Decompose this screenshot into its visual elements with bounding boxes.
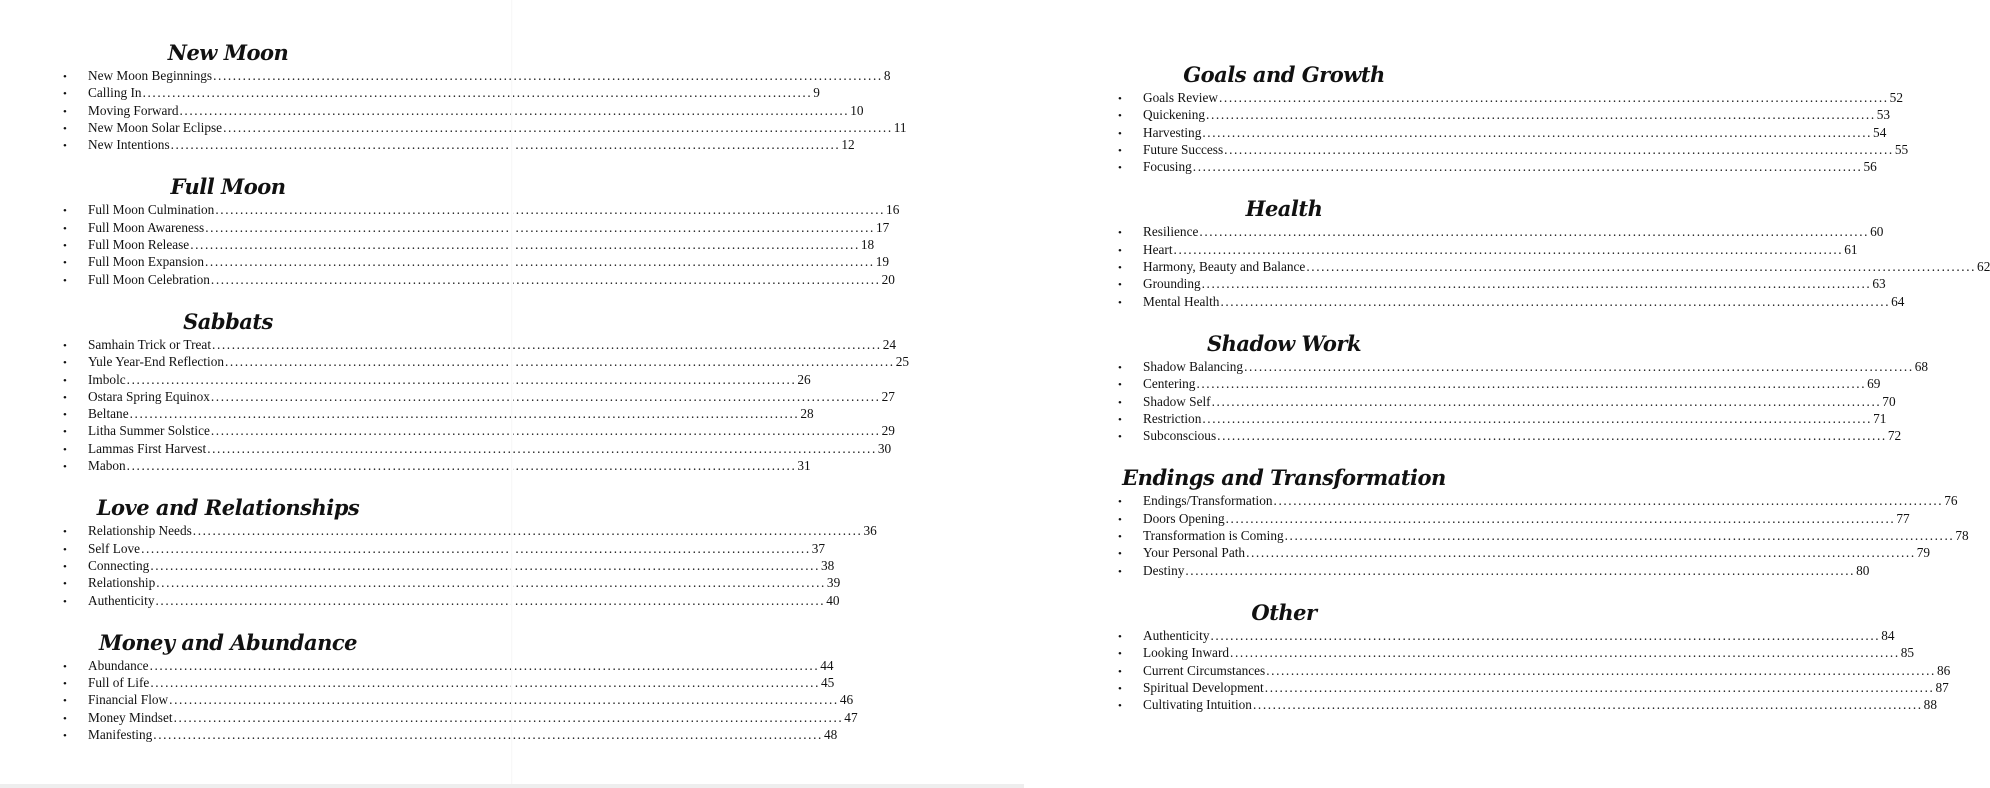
dot-leader <box>1202 275 1872 292</box>
bullet-icon: • <box>63 695 67 708</box>
dot-leader <box>1202 124 1872 141</box>
entry-label: Calling In <box>88 85 142 101</box>
entry-label: Samhain Trick or Treat <box>88 336 212 352</box>
bullet-icon: • <box>63 122 67 135</box>
dot-leader <box>1196 375 1866 392</box>
toc-entry <box>1117 410 1887 427</box>
bullet-icon: • <box>63 374 67 387</box>
entry-label: New Moon Beginnings <box>88 68 213 83</box>
toc-section-new-moon <box>62 40 907 153</box>
entry-label: Financial Flow <box>88 692 169 708</box>
toc-entry-list <box>1117 627 1951 713</box>
toc-entry <box>1117 627 1895 644</box>
bullet-icon: • <box>1118 648 1122 661</box>
entry-page-number: 31 <box>797 458 811 474</box>
toc-entry <box>62 709 858 726</box>
toc-entry-list <box>62 522 877 608</box>
toc-entry <box>1117 393 1896 410</box>
section-heading: Endings and Transformation <box>1122 465 1446 491</box>
entry-label: Full Moon Release <box>88 237 190 253</box>
entry-page-number: 48 <box>823 727 838 743</box>
toc-entry <box>62 84 820 101</box>
section-heading: New Moon <box>167 40 289 65</box>
bullet-icon: • <box>63 595 67 608</box>
toc-entry <box>1117 679 1949 696</box>
dot-leader <box>1202 410 1872 427</box>
entry-label: Abundance <box>88 657 149 673</box>
toc-entry <box>62 119 907 136</box>
entry-page-number: 53 <box>1876 107 1891 123</box>
entry-page-number: 72 <box>1887 428 1902 444</box>
entry-label: Mabon <box>88 458 126 474</box>
dot-leader <box>1244 358 1914 375</box>
toc-section-full-moon <box>62 174 900 287</box>
entry-label: Manifesting <box>88 727 153 743</box>
right-page <box>512 0 1990 788</box>
entry-label: Imbolc <box>88 371 126 387</box>
toc-entry-list <box>62 336 909 474</box>
toc-entry <box>1117 141 1909 158</box>
section-heading: Goals and Growth <box>1183 62 1385 87</box>
entry-page-number: 16 <box>886 202 900 218</box>
entry-page-number: 55 <box>1894 141 1909 157</box>
entry-label: Moving Forward <box>88 102 179 118</box>
dot-leader <box>1274 492 1944 509</box>
entry-page-number: 12 <box>841 137 855 153</box>
entry-label: Shadow Balancing <box>1143 358 1244 374</box>
bullet-icon: • <box>1118 700 1122 713</box>
bullet-icon: • <box>1118 630 1122 643</box>
bullet-icon: • <box>1118 379 1122 392</box>
entry-label: Heart <box>1143 241 1173 257</box>
entry-label: Full Moon Culmination <box>88 202 215 218</box>
entry-page-number: 56 <box>1863 159 1877 175</box>
toc-entry <box>1117 258 1990 275</box>
bullet-icon: • <box>1118 244 1122 257</box>
entry-page-number: 46 <box>839 692 854 708</box>
toc-entry-list <box>1117 358 1929 444</box>
entry-page-number: 80 <box>1856 562 1870 578</box>
entry-page-number: 60 <box>1870 224 1884 240</box>
toc-section-health <box>1117 196 1990 309</box>
toc-entry <box>1117 544 1931 561</box>
toc-entry <box>62 236 875 253</box>
entry-page-number: 10 <box>850 102 864 118</box>
entry-label: Doors Opening <box>1143 510 1225 526</box>
toc-entry <box>62 219 890 236</box>
section-heading: Full Moon <box>170 174 286 200</box>
toc-entry <box>1117 527 1969 544</box>
entry-label: Harmony, Beauty and Balance <box>1143 259 1306 275</box>
entry-label: Beltane <box>88 406 129 422</box>
toc-entry <box>62 422 895 439</box>
bullet-icon: • <box>63 240 67 253</box>
entry-page-number: 85 <box>1900 645 1915 661</box>
dot-leader <box>1199 223 1869 240</box>
bullet-icon: • <box>63 339 67 352</box>
entry-page-number: 27 <box>881 388 895 404</box>
toc-entry <box>62 67 891 84</box>
bullet-icon: • <box>63 88 67 101</box>
toc-entry <box>62 691 854 708</box>
toc-entry-list <box>1117 492 1969 578</box>
bullet-icon: • <box>1118 162 1122 175</box>
bullet-icon: • <box>63 660 67 673</box>
toc-entry <box>62 136 855 153</box>
toc-section-sabbats <box>62 308 909 474</box>
entry-label: Authenticity <box>88 592 155 608</box>
bullet-icon: • <box>63 678 67 691</box>
entry-label: Quickening <box>1143 107 1206 123</box>
bullet-icon: • <box>1118 682 1122 695</box>
entry-label: Connecting <box>88 557 150 573</box>
toc-entry-list <box>62 67 907 153</box>
bullet-icon: • <box>63 461 67 474</box>
entry-page-number: 25 <box>895 354 909 370</box>
entry-label: Full Moon Celebration <box>88 271 210 287</box>
toc-entry-list <box>1117 89 1909 175</box>
dot-leader <box>1265 679 1935 696</box>
entry-page-number: 37 <box>811 540 826 556</box>
bullet-icon: • <box>1118 496 1122 509</box>
bullet-icon: • <box>1118 110 1122 123</box>
toc-entry <box>62 253 889 270</box>
toc-entry <box>1117 275 1886 292</box>
bullet-icon: • <box>63 71 67 83</box>
bullet-icon: • <box>1118 144 1122 157</box>
bullet-icon: • <box>63 712 67 725</box>
entry-label: Focusing <box>1143 159 1192 175</box>
toc-entry <box>62 726 838 743</box>
bullet-icon: • <box>1118 361 1122 374</box>
entry-label: Current Circumstances <box>1143 662 1266 678</box>
entry-page-number: 64 <box>1891 293 1905 309</box>
entry-page-number: 87 <box>1935 679 1949 695</box>
entry-page-number: 11 <box>893 119 907 135</box>
entry-label: Lammas First Harvest <box>88 440 207 456</box>
bullet-icon: • <box>1118 93 1122 105</box>
bullet-icon: • <box>63 140 67 153</box>
toc-entry <box>62 440 892 457</box>
toc-entry <box>62 540 826 557</box>
dot-leader <box>1193 158 1863 175</box>
dot-leader <box>1217 427 1887 444</box>
entry-page-number: 29 <box>881 423 895 439</box>
dot-leader <box>1185 562 1855 579</box>
dot-leader <box>1226 510 1896 527</box>
entry-label: Authenticity <box>1143 627 1210 643</box>
toc-section-endings-and-transformation <box>1117 465 1969 578</box>
entry-page-number: 24 <box>882 336 897 352</box>
bullet-icon: • <box>1118 279 1122 292</box>
toc-entry <box>1117 662 1951 679</box>
book-gutter <box>511 0 513 788</box>
toc-entry <box>1117 492 1958 509</box>
entry-label: Centering <box>1143 376 1196 392</box>
entry-page-number: 62 <box>1977 259 1990 275</box>
bullet-icon: • <box>63 409 67 422</box>
bullet-icon: • <box>63 543 67 556</box>
bullet-icon: • <box>1118 127 1122 140</box>
toc-entry <box>62 592 840 609</box>
dot-leader <box>1220 293 1890 310</box>
section-heading: Shadow Work <box>1206 330 1362 356</box>
entry-page-number: 76 <box>1944 493 1958 509</box>
entry-page-number: 40 <box>826 592 840 608</box>
bullet-icon: • <box>1118 413 1122 426</box>
bullet-icon: • <box>1118 296 1122 309</box>
dot-leader <box>1224 141 1894 158</box>
dot-leader <box>1210 627 1880 644</box>
entry-label: Money Mindset <box>88 709 173 725</box>
bullet-icon: • <box>63 560 67 573</box>
dot-leader <box>1266 662 1936 679</box>
bullet-icon: • <box>1118 262 1122 275</box>
entry-page-number: 44 <box>820 657 834 673</box>
entry-page-number: 36 <box>863 523 877 539</box>
toc-entry-list <box>62 657 858 743</box>
entry-label: Destiny <box>1143 562 1185 578</box>
toc-section-shadow-work <box>1117 330 1929 444</box>
entry-label: Endings/Transformation <box>1143 493 1273 509</box>
bullet-icon: • <box>1118 548 1122 561</box>
dot-leader <box>1206 106 1876 123</box>
bullet-icon: • <box>63 391 67 404</box>
bullet-icon: • <box>1118 665 1122 678</box>
entry-label: Your Personal Path <box>1143 545 1246 561</box>
toc-entry <box>62 201 900 218</box>
entry-page-number: 18 <box>860 237 875 253</box>
toc-entry <box>62 557 835 574</box>
toc-entry <box>1117 124 1887 141</box>
entry-label: Spiritual Development <box>1143 679 1264 695</box>
toc-entry <box>62 657 834 674</box>
entry-page-number: 9 <box>813 85 820 101</box>
toc-entry <box>62 522 877 539</box>
entry-page-number: 78 <box>1955 528 1969 544</box>
entry-page-number: 68 <box>1914 358 1929 374</box>
dot-leader <box>1212 393 1882 410</box>
entry-page-number: 28 <box>800 406 814 422</box>
toc-entry <box>62 353 909 370</box>
bullet-icon: • <box>1118 513 1122 526</box>
page-bottom-edge <box>0 784 1024 788</box>
dot-leader <box>1306 258 1976 275</box>
entry-label: Goals Review <box>1143 90 1218 105</box>
entry-page-number: 8 <box>883 68 891 83</box>
section-heading: Love and Relationships <box>96 495 360 521</box>
toc-entry <box>1117 644 1915 661</box>
bullet-icon: • <box>1118 431 1122 444</box>
dot-leader <box>1174 241 1844 258</box>
section-heading: Health <box>1245 196 1323 222</box>
section-heading: Money and Abundance <box>99 629 357 655</box>
bullet-icon: • <box>63 105 67 118</box>
toc-section-other <box>1117 599 1951 713</box>
entry-label: Future Success <box>1143 141 1224 157</box>
entry-page-number: 52 <box>1889 90 1903 105</box>
toc-entry <box>1117 375 1881 392</box>
entry-label: Self Love <box>88 540 141 556</box>
right-toc-column <box>1117 62 1990 734</box>
entry-page-number: 54 <box>1873 124 1887 140</box>
dot-leader <box>1219 89 1889 106</box>
entry-page-number: 79 <box>1916 545 1931 561</box>
entry-page-number: 70 <box>1882 393 1896 409</box>
toc-entry-list <box>62 201 900 287</box>
toc-entry <box>62 336 897 353</box>
entry-label: Litha Summer Solstice <box>88 423 210 439</box>
entry-label: Relationship Needs <box>88 523 192 539</box>
bullet-icon: • <box>1118 396 1122 409</box>
entry-page-number: 30 <box>877 440 892 456</box>
toc-entry <box>1117 223 1884 240</box>
toc-entry <box>1117 510 1910 527</box>
bullet-icon: • <box>63 730 67 743</box>
entry-label: Harvesting <box>1143 124 1202 140</box>
toc-entry <box>62 371 811 388</box>
entry-page-number: 84 <box>1881 627 1895 643</box>
entry-page-number: 39 <box>826 575 841 591</box>
toc-entry <box>1117 158 1877 175</box>
left-page <box>0 0 909 788</box>
entry-page-number: 17 <box>875 219 890 235</box>
entry-page-number: 47 <box>844 709 858 725</box>
section-heading: Sabbats <box>183 308 273 334</box>
entry-label: Full of Life <box>88 675 150 691</box>
toc-entry <box>1117 427 1902 444</box>
entry-page-number: 71 <box>1873 410 1887 426</box>
entry-label: Shadow Self <box>1143 393 1211 409</box>
bullet-icon: • <box>63 222 67 235</box>
entry-page-number: 88 <box>1923 697 1937 713</box>
dot-leader <box>1285 527 1955 544</box>
toc-section-love-and-relationships <box>62 495 877 608</box>
toc-entry <box>1117 106 1891 123</box>
entry-page-number: 45 <box>821 675 835 691</box>
entry-label: Full Moon Awareness <box>88 219 205 235</box>
bullet-icon: • <box>63 257 67 270</box>
bullet-icon: • <box>63 578 67 591</box>
entry-label: Mental Health <box>1143 293 1220 309</box>
dot-leader <box>1253 696 1923 713</box>
dot-leader <box>1230 644 1900 661</box>
entry-label: Cultivating Intuition <box>1143 697 1252 713</box>
bullet-icon: • <box>1118 531 1122 544</box>
toc-entry <box>1117 293 1905 310</box>
toc-section-goals-and-growth <box>1117 62 1909 175</box>
toc-entry <box>1117 89 1903 106</box>
left-toc-column <box>62 40 909 764</box>
toc-section-money-and-abundance <box>62 629 858 743</box>
toc-entry <box>62 271 895 288</box>
entry-label: Subconscious <box>1143 428 1217 444</box>
entry-label: Grounding <box>1143 276 1201 292</box>
toc-entry-list <box>1117 223 1990 309</box>
entry-label: Restriction <box>1143 410 1202 426</box>
entry-page-number: 63 <box>1872 276 1886 292</box>
toc-entry <box>1117 241 1858 258</box>
toc-entry <box>62 405 814 422</box>
entry-label: Looking Inward <box>1143 645 1230 661</box>
entry-label: Yule Year-End Reflection <box>88 354 224 370</box>
bullet-icon: • <box>1118 227 1122 240</box>
bullet-icon: • <box>63 274 67 287</box>
dot-leader <box>1246 544 1916 561</box>
toc-entry <box>1117 696 1937 713</box>
bullet-icon: • <box>63 526 67 539</box>
toc-entry <box>62 457 811 474</box>
toc-entry <box>1117 358 1929 375</box>
entry-page-number: 20 <box>881 271 895 287</box>
section-heading: Other <box>1251 599 1317 625</box>
entry-page-number: 69 <box>1867 376 1881 392</box>
bullet-icon: • <box>63 426 67 439</box>
entry-label: Relationship <box>88 575 156 591</box>
entry-label: Full Moon Expansion <box>88 254 204 270</box>
entry-page-number: 86 <box>1936 662 1951 678</box>
entry-page-number: 77 <box>1896 510 1910 526</box>
entry-page-number: 38 <box>821 557 835 573</box>
entry-page-number: 26 <box>797 371 811 387</box>
bullet-icon: • <box>1118 565 1122 578</box>
entry-page-number: 61 <box>1844 241 1858 257</box>
entry-label: Ostara Spring Equinox <box>88 388 210 404</box>
bullet-icon: • <box>63 205 67 218</box>
toc-entry <box>62 674 835 691</box>
bullet-icon: • <box>63 443 67 456</box>
entry-label: Resilience <box>1143 224 1199 240</box>
entry-label: Transformation is Coming <box>1143 528 1284 544</box>
entry-page-number: 19 <box>875 254 889 270</box>
bullet-icon: • <box>63 357 67 370</box>
entry-label: New Moon Solar Eclipse <box>88 119 223 135</box>
toc-entry <box>1117 562 1870 579</box>
toc-entry <box>62 388 895 405</box>
entry-label: New Intentions <box>88 137 170 153</box>
toc-entry <box>62 102 864 119</box>
toc-entry <box>62 574 841 591</box>
